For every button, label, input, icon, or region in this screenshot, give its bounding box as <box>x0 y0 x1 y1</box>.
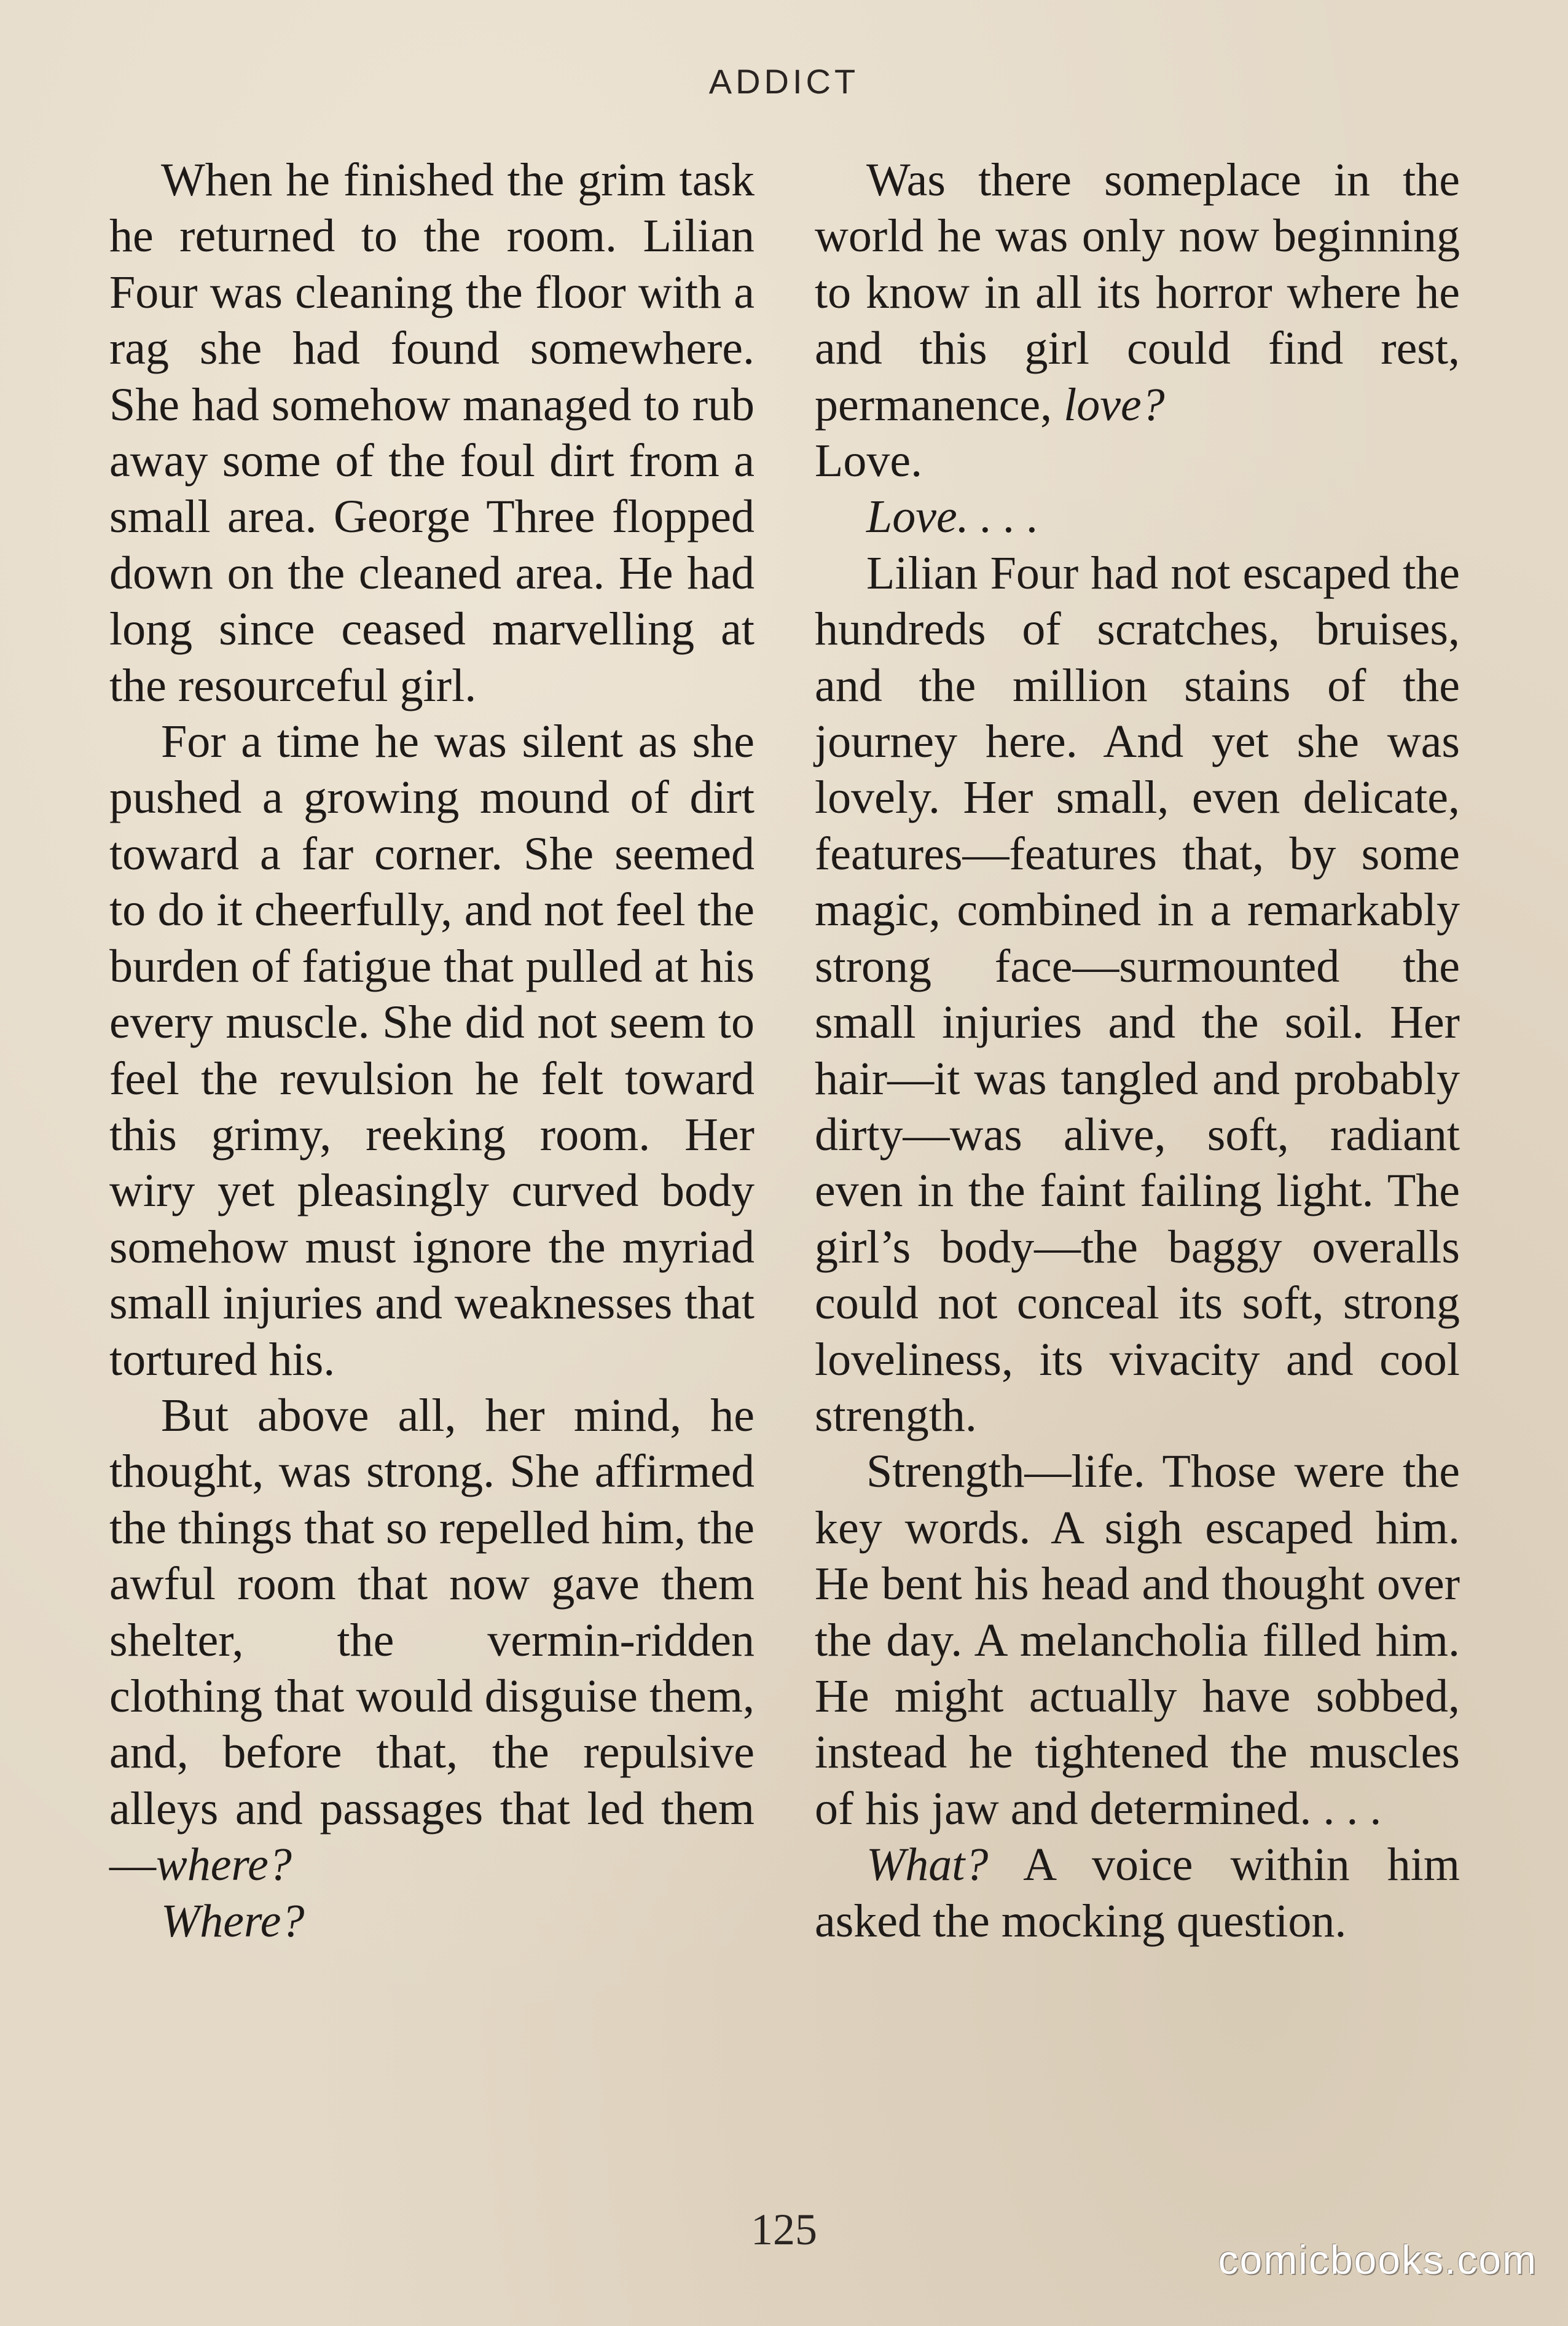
paragraph <box>815 1444 1460 1837</box>
paragraph <box>109 714 755 1388</box>
italic-text: love? <box>1064 378 1165 431</box>
right-column <box>815 152 1460 1949</box>
paragraph-text: When he finished the grim task he returned to the room. Lilian Four was cleaning the floor with a rag she had found somewhere. She had somehow managed to rub away some of the foul dirt from a small area. George Three flopped down on the cleaned area. He had long since ceased marvelling at the resourceful girl. <box>109 154 755 711</box>
paragraph-text: Love. <box>815 435 923 487</box>
page-number: 125 <box>751 2205 817 2254</box>
paragraph-text: A voice within him asked the mocking question. <box>815 1839 1460 1947</box>
paragraph <box>109 1388 755 1893</box>
italic-text: Love. . . . <box>866 491 1039 543</box>
paragraph-text: Was there someplace in the world he was only now beginning to know in all its horror where he and this girl could find rest, permanence, <box>815 154 1460 431</box>
italic-text: Where? <box>161 1895 305 1947</box>
paragraph-text: Lilian Four had not escaped the hundreds of scratches, bruises, and the million stains of the journey here. And yet she was lovely. Her small, even delicate, features—features that, by some magic, combined in a remarkably strong face—surmounted the small injuries and the soil. Her hair—it was tangled and probably dirty—was alive, soft, radiant even in the faint failing light. The girl’s body—the baggy overalls could not conceal its soft, strong loveliness, its vivacity and cool strength. <box>815 547 1460 1441</box>
watermark: comicbooks.com <box>1218 2237 1537 2282</box>
paragraph <box>815 546 1460 1444</box>
paragraph <box>815 489 1460 545</box>
paragraph-text: For a time he was silent as she pushed a growing mound of dirt toward a far corner. She seemed to do it cheerfully, and not feel the burden of fatigue that pulled at his every muscle. She did not seem to feel the revulsion he felt toward this grimy, reeking room. Her wiry yet pleasingly curved body somehow must ignore the myriad small injuries and weaknesses that tortured his. <box>109 716 755 1385</box>
paragraph <box>815 152 1460 433</box>
paragraph <box>815 1837 1460 1949</box>
paragraph <box>109 1893 755 1949</box>
paragraph <box>815 433 1460 489</box>
running-head: ADDICT <box>708 62 860 101</box>
paragraph-text: But above all, her mind, he thought, was strong. She affirmed the things that so repelled him, the awful room that now gave them shelter, the vermin-ridden clothing that would disguise them, and, before that, the repulsive alleys and passages that led them— <box>109 1389 755 1891</box>
paragraph <box>109 152 755 714</box>
left-column <box>109 152 755 1949</box>
italic-text: where? <box>156 1839 292 1891</box>
paragraph-text: Strength—life. Those were the key words. A sigh escaped him. He bent his head and thought over the day. A melancholia filled him. He might actually have sobbed, instead he tightened the muscles of his jaw and determined. . . . <box>815 1446 1460 1835</box>
italic-text: What? <box>866 1839 989 1891</box>
